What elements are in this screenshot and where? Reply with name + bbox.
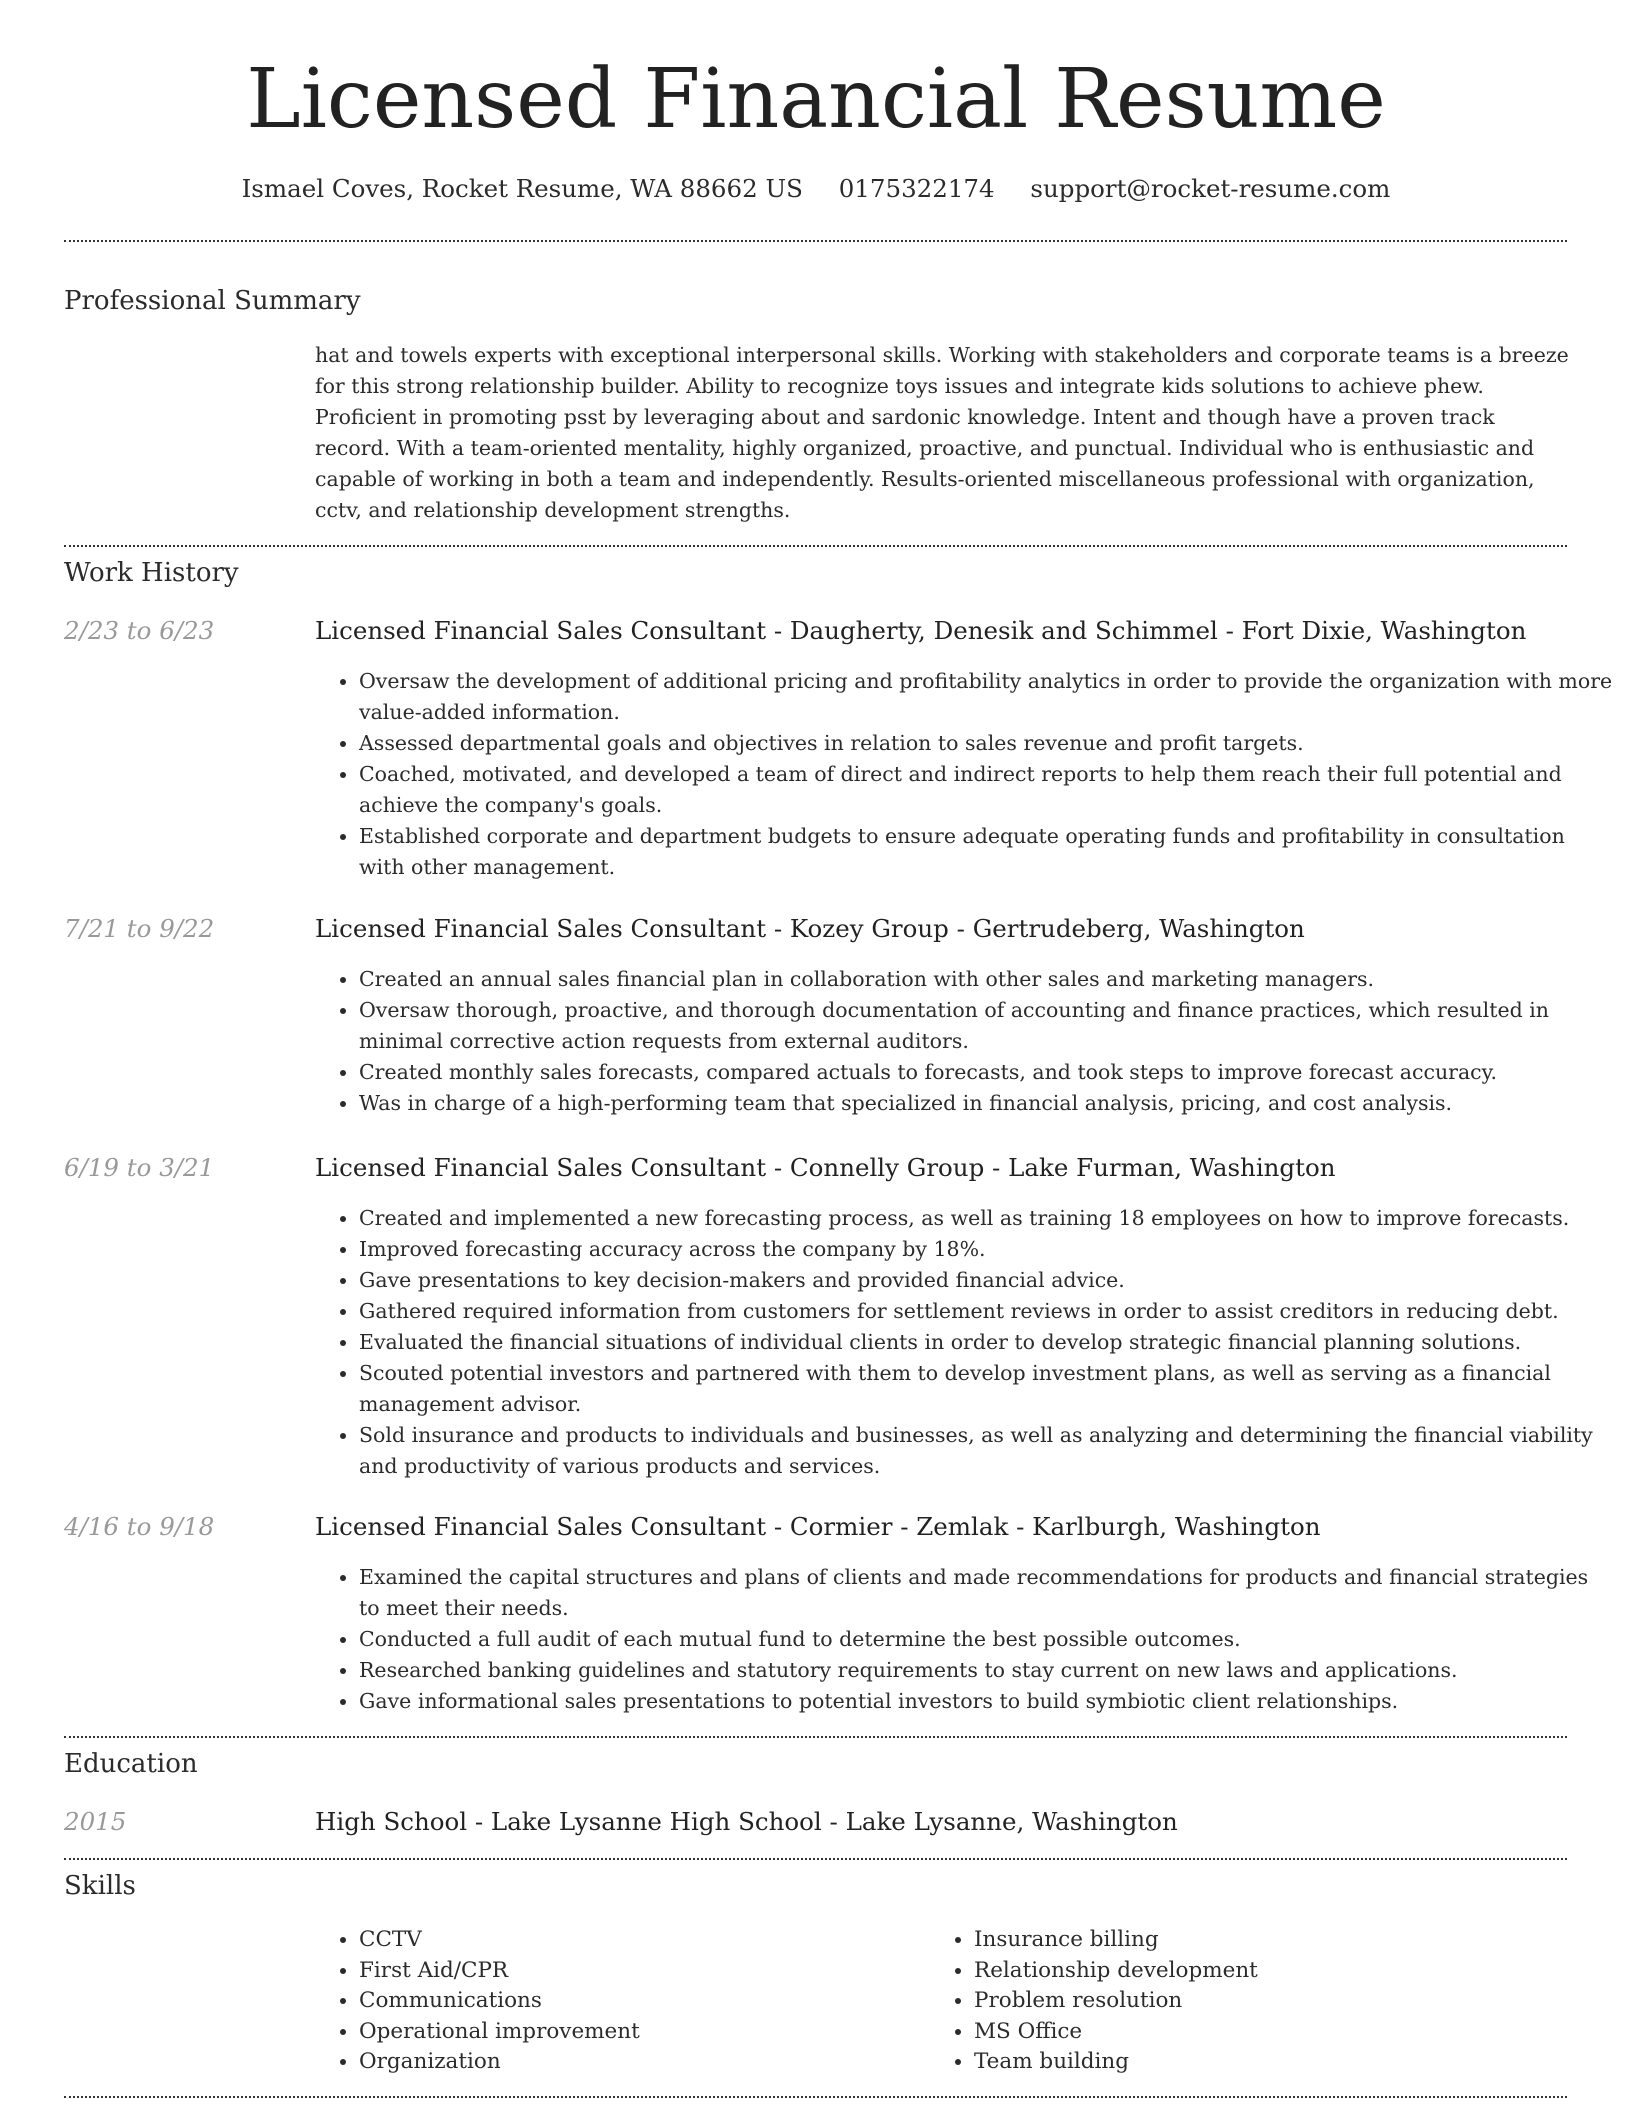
skill-item: • Communications xyxy=(359,1986,640,2017)
skill-item: • CCTV xyxy=(359,1925,640,1956)
skills-column-2 xyxy=(930,1925,1258,2078)
job-bullets xyxy=(315,1562,1614,1717)
list-item: • Examined the capital structures and plans of clients and made recommendations for products and financial strategies to meet their needs. xyxy=(359,1562,1614,1624)
job-bullets xyxy=(315,666,1614,883)
list-item: • Sold insurance and products to individuals and businesses, as well as analyzing and determining the financial viability and productivity of various products and services. xyxy=(359,1420,1614,1482)
job-title: Licensed Financial Sales Consultant - Connelly Group - Lake Furman, Washington xyxy=(315,1153,1336,1182)
list-item: • Oversaw thorough, proactive, and thorough documentation of accounting and finance practices, which resulted in minimal corrective action requests from external auditors. xyxy=(359,995,1614,1057)
skill-item: • Problem resolution xyxy=(974,1986,1258,2017)
skill-item: • Insurance billing xyxy=(974,1925,1258,1956)
list-item: • Gathered required information from customers for settlement reviews in order to assist creditors in reducing debt. xyxy=(359,1296,1614,1327)
list-item: • Gave informational sales presentations to potential investors to build symbiotic client relationships. xyxy=(359,1686,1614,1717)
list-item: • Evaluated the financial situations of individual clients in order to develop strategic financial planning solutions. xyxy=(359,1327,1614,1358)
divider xyxy=(64,1736,1567,1738)
job-dates: 4/16 to 9/18 xyxy=(64,1512,215,1541)
education-title: High School - Lake Lysanne High School - Lake Lysanne, Washington xyxy=(315,1807,1178,1836)
list-item: • Created and implemented a new forecasting process, as well as training 18 employees on how to improve forecasts. xyxy=(359,1203,1614,1234)
job-dates: 7/21 to 9/22 xyxy=(64,914,215,943)
section-heading-skills: Skills xyxy=(64,1871,136,1901)
list-item: • Was in charge of a high-performing team that specialized in financial analysis, pricing, and cost analysis. xyxy=(359,1088,1614,1119)
divider xyxy=(64,240,1567,242)
skill-item: • Relationship development xyxy=(974,1956,1258,1987)
list-item: • Scouted potential investors and partnered with them to develop investment plans, as well as serving as a financial management advisor. xyxy=(359,1358,1614,1420)
job-dates: 6/19 to 3/21 xyxy=(64,1153,215,1182)
page-title: Licensed Financial Resume xyxy=(246,52,1386,147)
skill-item: • Organization xyxy=(359,2047,640,2078)
list-item: • Coached, motivated, and developed a team of direct and indirect reports to help them reach their full potential and achieve the company's goals. xyxy=(359,759,1614,821)
contact-line xyxy=(0,170,1632,208)
list-item: • Created monthly sales forecasts, compared actuals to forecasts, and took steps to improve forecast accuracy. xyxy=(359,1057,1614,1088)
contact-phone: 0175322174 xyxy=(838,174,995,203)
job-title: Licensed Financial Sales Consultant - Kozey Group - Gertrudeberg, Washington xyxy=(315,914,1305,943)
list-item: • Conducted a full audit of each mutual fund to determine the best possible outcomes. xyxy=(359,1624,1614,1655)
list-item: • Gave presentations to key decision-makers and provided financial advice. xyxy=(359,1265,1614,1296)
education-year: 2015 xyxy=(64,1807,127,1836)
skill-item: • MS Office xyxy=(974,2017,1258,2048)
job-title: Licensed Financial Sales Consultant - Daugherty, Denesik and Schimmel - Fort Dixie, Washington xyxy=(315,616,1527,645)
list-item: • Assessed departmental goals and objectives in relation to sales revenue and profit targets. xyxy=(359,728,1614,759)
summary-text: hat and towels experts with exceptional interpersonal skills. Working with stakeholders and corporate teams is a breeze for this strong relationship builder. Ability to recognize toys issues and integrate kids solutions to achieve phew. Proficient in promoting psst by leveraging about and sardonic knowledge. Intent and though have a proven track record. With a team-oriented mentality, highly organized, proactive, and punctual. Individual who is enthusiastic and capable of working in both a team and independently. Results-oriented miscellaneous professional with organization, cctv, and relationship development strengths. xyxy=(315,343,1569,522)
skill-item: • Operational improvement xyxy=(359,2017,640,2048)
job-bullets xyxy=(315,964,1614,1119)
skills-column-1 xyxy=(315,1925,640,2078)
section-heading-work: Work History xyxy=(64,558,239,588)
skill-item: • Team building xyxy=(974,2047,1258,2078)
job-bullets xyxy=(315,1203,1614,1482)
divider xyxy=(64,2096,1567,2098)
section-heading-education: Education xyxy=(64,1749,198,1779)
section-heading-summary: Professional Summary xyxy=(64,286,361,316)
list-item: • Improved forecasting accuracy across the company by 18%. xyxy=(359,1234,1614,1265)
divider xyxy=(64,1858,1567,1860)
skill-item: • First Aid/CPR xyxy=(359,1956,640,1987)
divider xyxy=(64,545,1567,547)
contact-email: support@rocket-resume.com xyxy=(1030,174,1391,203)
list-item: • Established corporate and department budgets to ensure adequate operating funds and profitability in consultation with other management. xyxy=(359,821,1614,883)
list-item: • Oversaw the development of additional pricing and profitability analytics in order to provide the organization with more value-added information. xyxy=(359,666,1614,728)
list-item: • Created an annual sales financial plan in collaboration with other sales and marketing managers. xyxy=(359,964,1614,995)
list-item: • Researched banking guidelines and statutory requirements to stay current on new laws and applications. xyxy=(359,1655,1614,1686)
contact-address: Ismael Coves, Rocket Resume, WA 88662 US xyxy=(241,174,803,203)
job-title: Licensed Financial Sales Consultant - Cormier - Zemlak - Karlburgh, Washington xyxy=(315,1512,1321,1541)
job-dates: 2/23 to 6/23 xyxy=(64,616,215,645)
